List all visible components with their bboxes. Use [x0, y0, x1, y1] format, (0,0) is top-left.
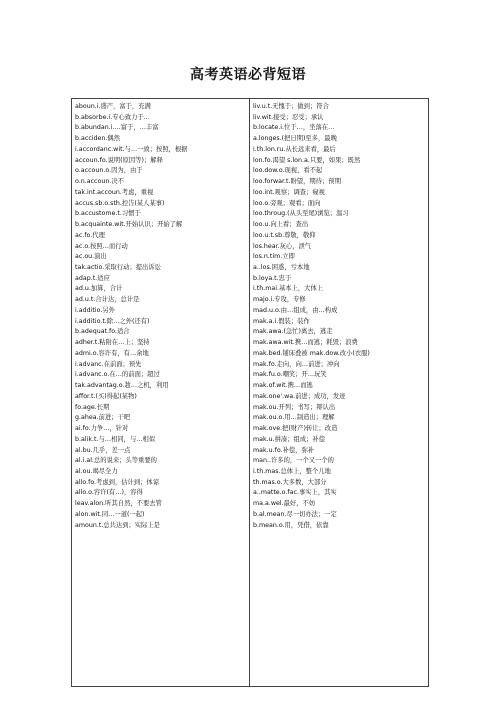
- phrase-row: accoun.fo.说明(原因等)；解释: [75, 156, 163, 164]
- phrase-row: leav.alon.听其自然，不要去管: [75, 500, 162, 508]
- phrase-row: b.al.mean.尽一切办法；一定: [253, 510, 337, 518]
- phrase-row: th.mas.o.大多数，大部分: [253, 478, 327, 486]
- phrase-row: loo.forwar.t.盼望，期待；预期: [253, 178, 341, 186]
- phrase-row: mak.a.i.假装；装作: [253, 317, 310, 325]
- phrase-row: b.locate.i.位于…，坐落在…: [253, 124, 335, 132]
- phrase-row: b.acciden.偶然: [75, 135, 120, 143]
- phrase-row: ac.fo.代理: [75, 231, 105, 239]
- phrase-row: liv.u.t.无愧于；做到；符合: [253, 103, 329, 110]
- phrase-row: ad.u.t.合计达，总计是: [75, 296, 140, 304]
- phrase-row: o.n.accoun.决不: [75, 178, 124, 186]
- phrase-row: loo.dow.o.现视，看不起: [253, 167, 323, 175]
- phrase-row: loo.u.t.sb.尊敬，敬仰: [253, 231, 316, 239]
- phrase-row: b.adequat.fo.适合: [75, 328, 130, 336]
- phrase-row: loo.throug.(从头至尾)浏览；温习: [253, 210, 349, 218]
- phrase-row: liv.wit.接受；忍受；承认: [253, 113, 324, 121]
- left-column: [72, 99, 250, 686]
- phrase-row: mak.u.拼凑；组成；补偿: [253, 435, 326, 443]
- phrase-row: allo.o.容许(有…)，容得: [75, 489, 143, 497]
- phrase-row: ac.o.按照…而行动: [75, 242, 128, 250]
- phrase-row: mak.ou.o.用…制造出；理解: [253, 414, 335, 422]
- phrase-row: aboun.i.盛产，富于，充满: [75, 103, 151, 110]
- phrase-row: ai.fo.力争…，针对: [75, 425, 129, 433]
- phrase-row: los.n.tim.立即: [253, 253, 295, 261]
- phrase-row: b.accustome.t.习惯于: [75, 210, 141, 218]
- phrase-row: i.accordanc.wit.与…一致；按照，根据: [75, 145, 188, 153]
- phrase-row: al.bu.几乎，差一点: [75, 446, 131, 454]
- phrase-row: mak.ove.把(财产)转让；改造: [253, 425, 338, 433]
- phrase-row: lon.fo.渴望 s.lon.a.只要，如果；既然: [253, 156, 361, 164]
- phrase-row: mak.fu.o.嘲笑；开…玩笑: [253, 371, 327, 379]
- phrase-row: a.longes.(把日期)至多，最晚: [253, 135, 337, 143]
- phrase-row: al.i.al.总的说来；头等重要的: [75, 457, 157, 465]
- phrase-row: i.th.lon.ru.从长远来看，最后: [253, 145, 336, 153]
- phrase-row: allo.fo.考虑到，估计到；体谅: [75, 478, 160, 486]
- phrase-row: man..许多的，一个又一个的: [253, 457, 334, 465]
- phrase-row: tak.actio.采取行动；提出诉讼: [75, 264, 161, 272]
- phrase-row: mak.awa.(急忙)离去，逃走: [253, 328, 333, 336]
- phrase-row: adap.t.适应: [75, 274, 110, 282]
- phrase-row: i.advanc.在前面；预先: [75, 360, 142, 368]
- phrase-row: b.abundan.i.…富于，…丰富: [75, 124, 159, 132]
- phrase-row: b.loya.t.忠于: [253, 274, 292, 282]
- phrase-row: mak.u.fo.补偿，弥补: [253, 446, 315, 454]
- phrase-table: [71, 98, 429, 687]
- phrase-row: tak.int.accoun.考虑，重视: [75, 188, 154, 196]
- phrase-row: tak.advantag.o.趁…之机，利用: [75, 382, 169, 390]
- phrase-row: loo.o.旁观；观看；面向: [253, 199, 321, 207]
- phrase-row: g.ahea.前进；干吧: [75, 414, 131, 422]
- phrase-row: mak.ou.开列；书写；辩认出: [253, 403, 336, 411]
- phrase-row: b.mean.o.用，凭借，依靠: [253, 521, 329, 529]
- phrase-row: a..matte.o.fac.事实上，其实: [253, 489, 337, 497]
- phrase-row: a..los.困惑，亏本地: [253, 264, 310, 272]
- phrase-row: b.absorbe.i.专心致力于…: [75, 113, 150, 121]
- phrase-row: adher.t.粘附在…上；坚持: [75, 339, 150, 347]
- phrase-row: i.th.mas.总体上，整个儿地: [253, 467, 331, 475]
- phrase-row: ac.ou.演出: [75, 253, 107, 261]
- phrase-row: i.additio.另外: [75, 306, 115, 314]
- phrase-row: ad.u.加算，合计: [75, 285, 123, 293]
- phrase-row: al.ou.竭尽全力: [75, 467, 118, 475]
- phrase-row: mad.u.o.由…组成，由…构成: [253, 306, 338, 314]
- phrase-row: fo.age.长期: [75, 403, 110, 411]
- phrase-row: ma.a.wel.最好，不妨: [253, 500, 316, 508]
- phrase-row: loo.u.向上看；查出: [253, 221, 309, 229]
- phrase-row: accus.sb.o.sth.控告(某人某事): [75, 199, 165, 207]
- phrase-row: i.th.mai.基本上，大体上: [253, 285, 324, 293]
- phrase-row: alon.wit.同…一道(一起): [75, 510, 145, 518]
- phrase-row: b.alik.t.与…相同，与…相似: [75, 435, 156, 443]
- phrase-row: i.additio.t.除…之外(还有): [75, 317, 150, 325]
- phrase-row: i.advanc.o.在…的前面；超过: [75, 371, 160, 379]
- phrase-row: amoun.t.总共达到；实际上是: [75, 521, 160, 529]
- page-title: 高考英语必背短语: [190, 67, 306, 83]
- phrase-row: mak.bed.铺床叠被 mak.dow.改小(衣服): [253, 349, 370, 357]
- phrase-row: mak.awa.wit.携…而逃；耗毁；浪费: [253, 339, 358, 347]
- right-column: [250, 99, 428, 686]
- phrase-row: majo.i.专攻，专修: [253, 296, 306, 304]
- phrase-row: loo.int.观察；调查；窥视: [253, 188, 325, 196]
- phrase-row: admi.o.容许有，有…余地: [75, 349, 149, 357]
- phrase-row: o.accoun.o.因为，由于: [75, 167, 143, 175]
- phrase-row: mak.fo.走向，向…前进；冲向: [253, 360, 340, 368]
- phrase-row: mak.one'.wa.前进；成功，发迹: [253, 392, 346, 400]
- phrase-row: mak.of.wit.携…而逃: [253, 382, 313, 390]
- phrase-row: los.hear.灰心，泄气: [253, 242, 312, 250]
- phrase-row: b.acquainte.wit.开始认识；开始了解: [75, 221, 183, 229]
- phrase-row: affor.t.(买)得起(某物): [75, 392, 137, 400]
